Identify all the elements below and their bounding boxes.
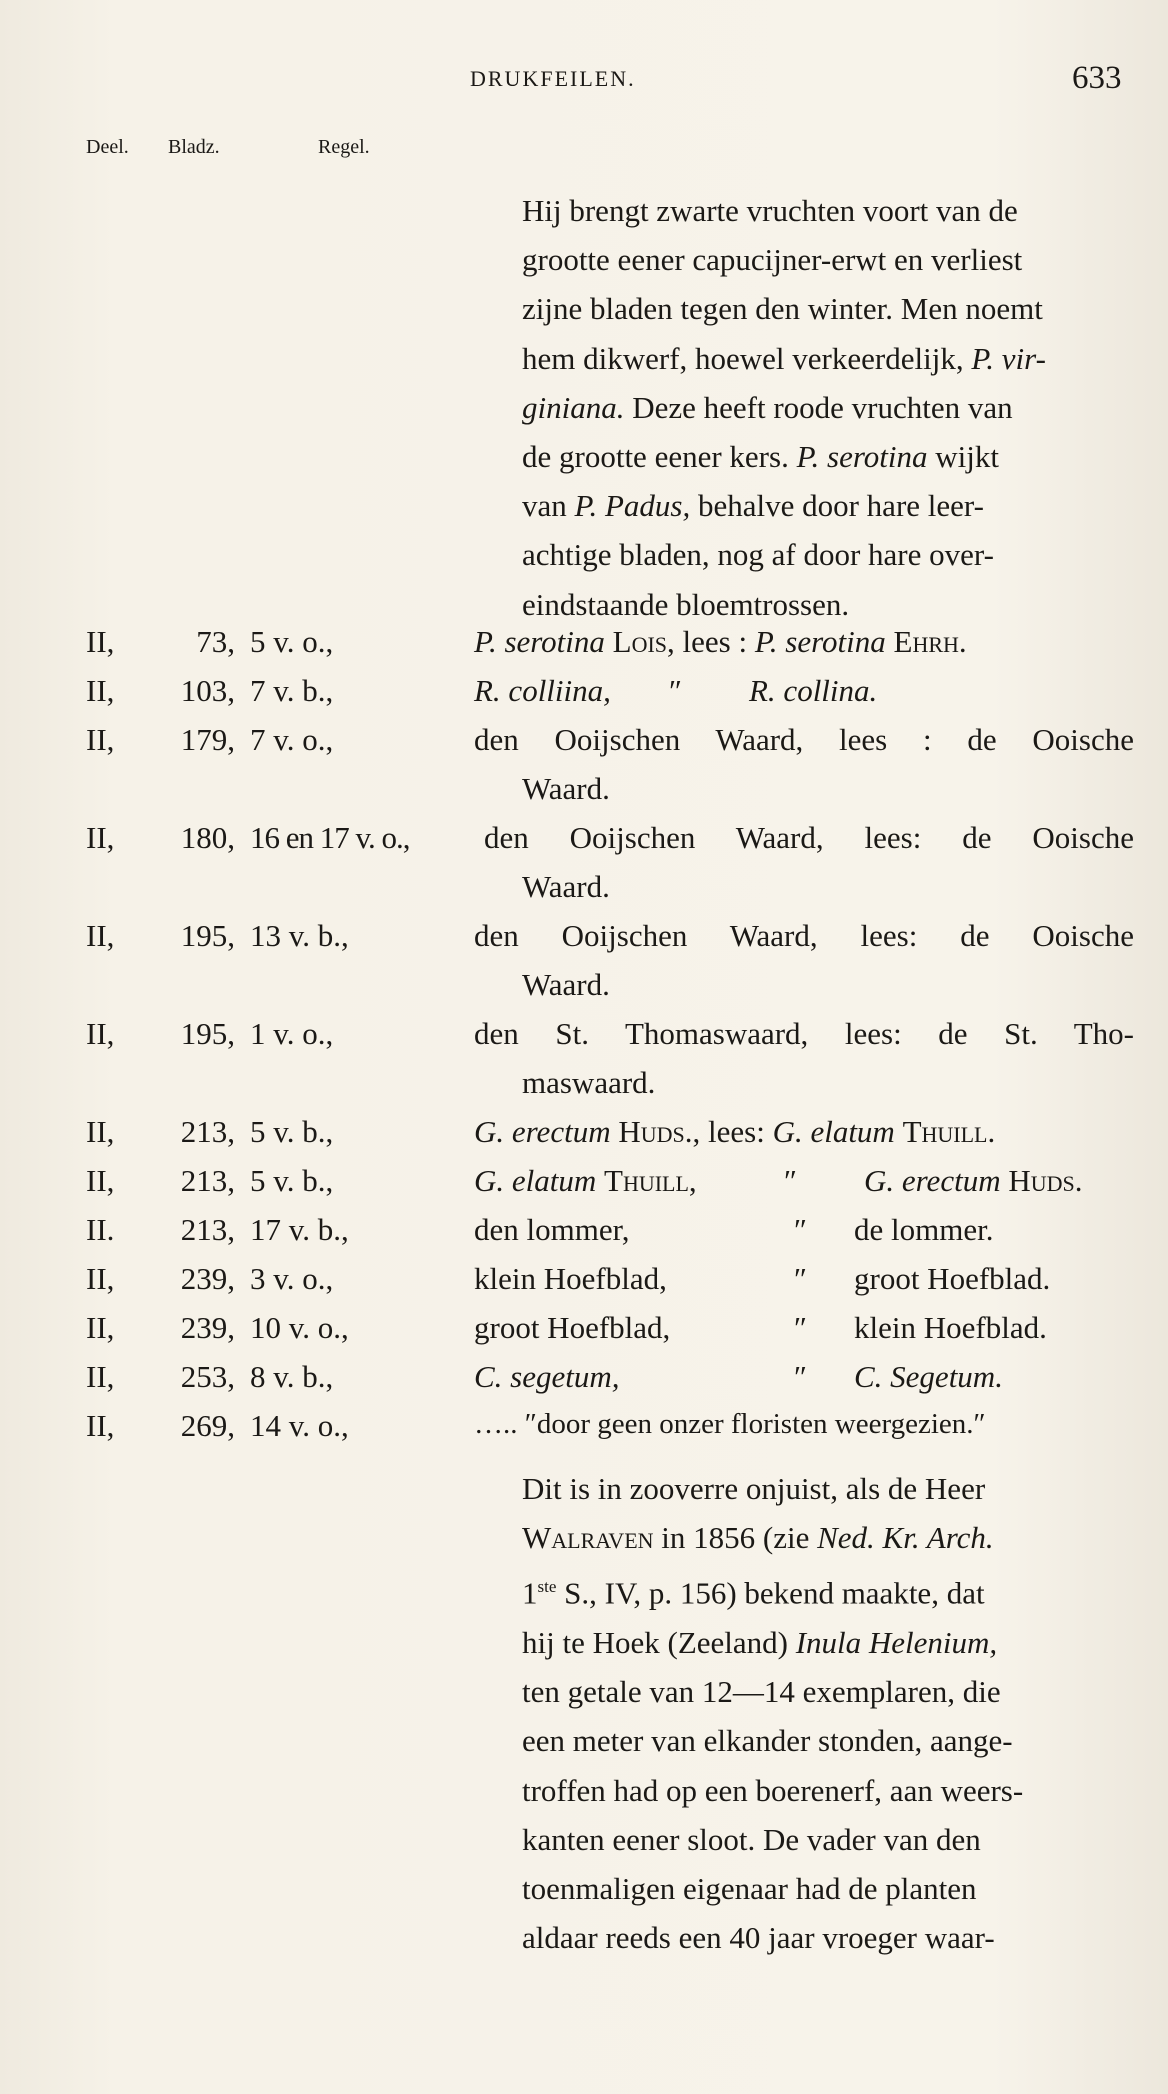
continuation-text: Waard. (522, 967, 610, 1002)
regel-cell: 17 v. b., (250, 1212, 349, 1247)
regel-cell: 10 v. o., (250, 1310, 349, 1345)
continuation-text: Waard. (522, 869, 610, 904)
regel-cell: 5 v. b., (250, 1163, 334, 1198)
correction-cell: groot Hoefblad, ″ klein Hoefblad. (474, 1310, 1047, 1345)
deel-cell: II, (86, 673, 115, 708)
column-header-bladz: Bladz. (168, 136, 220, 158)
text-line: 1ste S., IV, p. 156) bekend maakte, dat (522, 1575, 985, 1611)
correction-cell: R. colliina, ″ R. collina. (474, 673, 878, 708)
deel-cell: II, (86, 820, 115, 855)
correction-cell: G. erectum Huds., lees: G. elatum Thuill. (474, 1114, 996, 1149)
bladz-cell: 213, (180, 1114, 235, 1149)
bladz-cell: 180, (180, 820, 235, 855)
text-line: grootte eener capucijner-erwt en verliest (522, 242, 1023, 278)
erratum-row (0, 1163, 1168, 1212)
text-line: van P. Padus, behalve door hare leer- (522, 488, 984, 524)
regel-cell: 5 v. o., (250, 624, 334, 659)
regel-cell: 1 v. o., (250, 1016, 334, 1051)
bladz-cell: 269, (180, 1408, 235, 1443)
erratum-row (0, 1408, 1168, 1457)
bladz-cell: 239, (180, 1261, 235, 1296)
deel-cell: II, (86, 624, 115, 659)
regel-cell: 5 v. b., (250, 1114, 334, 1149)
erratum-row (0, 1261, 1168, 1310)
bladz-cell: 103, (180, 673, 235, 708)
deel-cell: II, (86, 1310, 115, 1345)
paragraph-continuation (522, 186, 1132, 629)
correction-cell: den Ooijschen Waard, lees: de Ooische (474, 918, 1134, 953)
erratum-row-continuation (0, 869, 1168, 918)
text-line: troffen had op een boerenerf, aan weers- (522, 1772, 1024, 1808)
text-line: kanten eener sloot. De vader van den (522, 1821, 981, 1857)
deel-cell: II, (86, 1408, 115, 1443)
text-line: de grootte eener kers. P. serotina wijkt (522, 439, 999, 475)
text-line: zijne bladen tegen den winter. Men noemt (522, 291, 1043, 327)
bladz-cell: 195, (180, 918, 235, 953)
explanatory-paragraph (522, 1464, 1132, 1962)
continuation-text: maswaard. (522, 1065, 656, 1100)
page-number: 633 (1072, 60, 1122, 96)
running-header: DRUKFEILEN. (470, 66, 636, 91)
text-line: eindstaande bloemtrossen. (522, 586, 850, 622)
deel-cell: II, (86, 1016, 115, 1051)
regel-cell: 7 v. b., (250, 673, 334, 708)
correction-cell: den lommer, ″ de lommer. (474, 1212, 994, 1247)
regel-cell: 8 v. b., (250, 1359, 334, 1394)
text-line: hij te Hoek (Zeeland) Inula Helenium, (522, 1624, 998, 1660)
erratum-row (0, 820, 1168, 869)
column-header-deel: Deel. (86, 136, 129, 158)
regel-cell: 13 v. b., (250, 918, 349, 953)
erratum-row (0, 624, 1168, 673)
deel-cell: II, (86, 722, 115, 757)
text-line: giniana. Deze heeft roode vruchten van (522, 389, 1013, 425)
text-line: Dit is in zooverre onjuist, als de Heer (522, 1471, 986, 1506)
deel-cell: II, (86, 1359, 115, 1394)
correction-cell: ….. ″door geen onzer floristen weergezien.″ (474, 1408, 986, 1440)
correction-cell: C. segetum, ″ C. Segetum. (474, 1359, 1003, 1394)
deel-cell: II, (86, 1163, 115, 1198)
bladz-cell: 239, (180, 1310, 235, 1345)
erratum-row (0, 1016, 1168, 1065)
erratum-row (0, 1310, 1168, 1359)
erratum-row-continuation (0, 1065, 1168, 1114)
deel-cell: II, (86, 1261, 115, 1296)
text-line: toenmaligen eigenaar had de planten (522, 1870, 977, 1906)
correction-cell: den Ooijschen Waard, lees: de Ooische (484, 820, 1134, 855)
text-line: hem dikwerf, hoewel verkeerdelijk, P. vir- (522, 340, 1046, 376)
bladz-cell: 253, (180, 1359, 235, 1394)
correction-cell: klein Hoefblad, ″ groot Hoefblad. (474, 1261, 1051, 1296)
text-line: aldaar reeds een 40 jaar vroeger waar- (522, 1920, 995, 1956)
bladz-cell: 73, (196, 624, 235, 659)
correction-cell: den Ooijschen Waard, lees : de Ooische (474, 722, 1134, 757)
regel-cell: 14 v. o., (250, 1408, 349, 1443)
erratum-row-continuation (0, 967, 1168, 1016)
bladz-cell: 179, (180, 722, 235, 757)
erratum-row (0, 673, 1168, 722)
text-line: Hij brengt zwarte vruchten voort van de (522, 193, 1018, 228)
column-header-regel: Regel. (318, 136, 370, 158)
erratum-row (0, 918, 1168, 967)
deel-cell: II. (86, 1212, 115, 1247)
text-line: Walraven in 1856 (zie Ned. Kr. Arch. (522, 1520, 994, 1556)
regel-cell: 7 v. o., (250, 722, 334, 757)
text-line: achtige bladen, nog af door hare over- (522, 537, 994, 573)
bladz-cell: 195, (180, 1016, 235, 1051)
text-line: ten getale van 12—14 exemplaren, die (522, 1674, 1001, 1710)
bladz-cell: 213, (180, 1163, 235, 1198)
correction-cell: den St. Thomaswaard, lees: de St. Tho- (474, 1016, 1134, 1051)
deel-cell: II, (86, 1114, 115, 1149)
correction-cell: G. elatum Thuill, ″ G. erectum Huds. (474, 1163, 1083, 1198)
regel-cell: 16 en 17 v. o., (250, 820, 410, 855)
erratum-row (0, 722, 1168, 771)
erratum-row (0, 1212, 1168, 1261)
deel-cell: II, (86, 918, 115, 953)
regel-cell: 3 v. o., (250, 1261, 334, 1296)
erratum-row-continuation (0, 771, 1168, 820)
correction-cell: P. serotina Lois, lees : P. serotina Ehrh. (474, 624, 967, 659)
bladz-cell: 213, (180, 1212, 235, 1247)
erratum-row (0, 1114, 1168, 1163)
text-line: een meter van elkander stonden, aange- (522, 1723, 1013, 1759)
continuation-text: Waard. (522, 771, 610, 806)
erratum-row (0, 1359, 1168, 1408)
